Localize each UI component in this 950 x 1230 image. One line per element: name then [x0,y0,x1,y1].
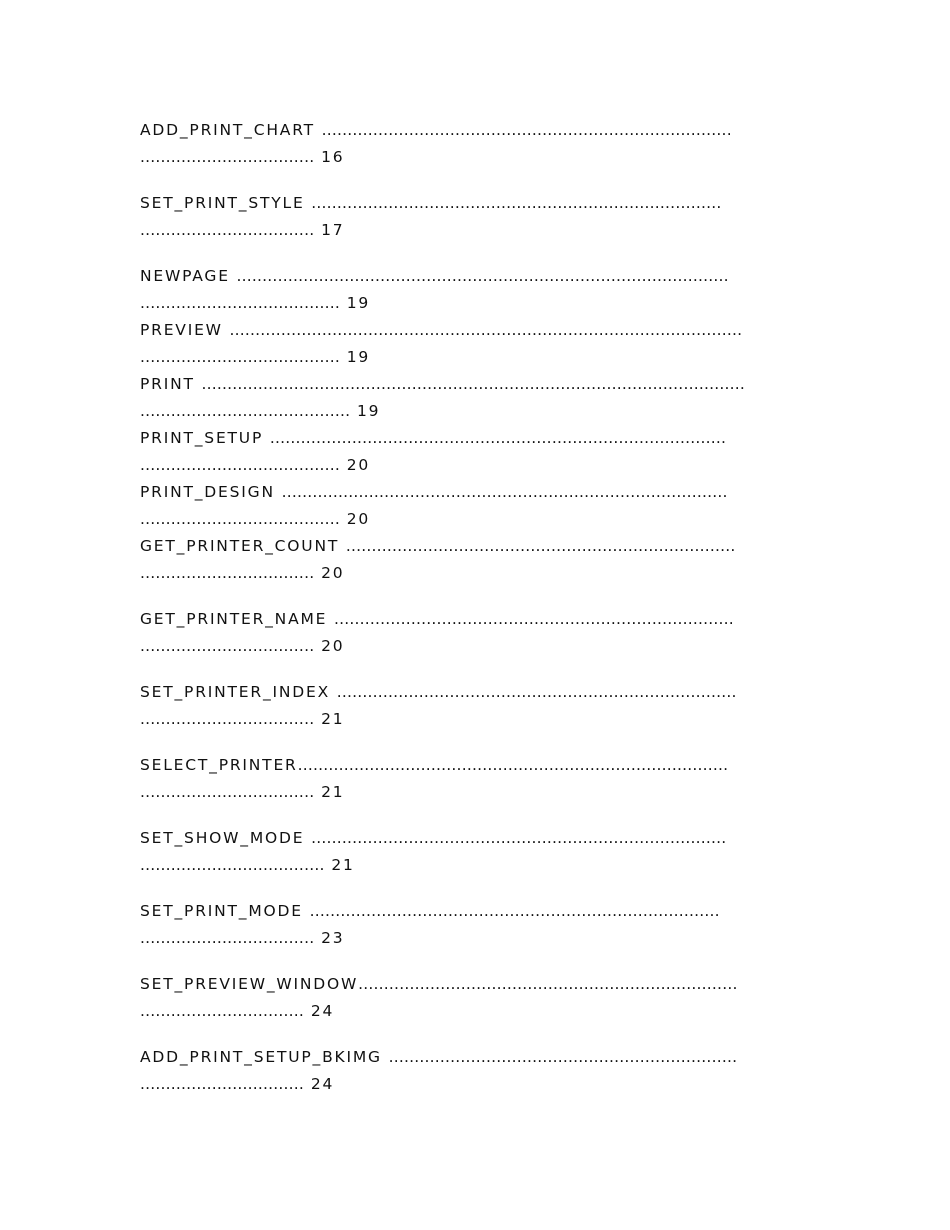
toc-entry [140,425,810,479]
dot-leader: ......................................................................................... [269,429,727,447]
toc-entry-second-line [140,217,810,244]
toc-entry-second-line [140,925,810,952]
dot-leader: .................................. [140,148,315,166]
toc-entry-title: PRINT_SETUP [140,429,264,447]
toc-entry-first-line [140,533,810,560]
toc-entry-title: PREVIEW [140,321,223,339]
toc-page-number: 21 [321,783,345,801]
toc-page-number: 19 [346,294,371,312]
toc-entry [140,263,810,317]
dot-leader: ............................................................................ [345,537,736,555]
toc-entry-second-line [140,144,810,171]
dot-leader: .................................... [140,856,325,874]
toc-entry-first-line [140,263,810,290]
toc-entry-title: SET_PREVIEW_WINDOW [140,975,359,993]
toc-entry [140,1044,810,1098]
toc-entry-first-line [140,479,810,506]
dot-leader: .................................................................................... [297,756,729,774]
dot-leader: .................................................................................................... [229,321,743,339]
toc-entry-first-line [140,371,810,398]
toc-page-number: 23 [321,929,345,947]
toc-entry-second-line [140,344,810,371]
toc-entry-title: PRINT [140,375,195,393]
toc-entry [140,533,810,587]
dot-leader: .................................. [140,221,315,239]
dot-leader: .................................................................... [388,1048,738,1066]
toc-entry [140,971,810,1025]
dot-leader: ................................................................................ [311,194,722,212]
dot-leader: ................................................................................. [311,829,727,847]
toc-entry-title: SET_PRINT_STYLE [140,194,305,212]
toc-entry [140,679,810,733]
dot-leader: ....................................... [140,510,340,528]
toc-entry [140,825,810,879]
toc-entry-title: ADD_PRINT_CHART [140,121,315,139]
toc-entry-first-line [140,679,810,706]
toc-entry [140,606,810,660]
toc-page-number: 24 [310,1002,335,1020]
dot-leader: .............................................................................. [336,683,737,701]
toc-entry-second-line [140,398,810,425]
toc-entry-second-line [140,633,810,660]
toc-page-number: 21 [331,856,355,874]
toc-entry-first-line [140,1044,810,1071]
dot-leader: ....................................... [140,294,340,312]
toc-entry-first-line [140,117,810,144]
toc-entry-title: NEWPAGE [140,267,230,285]
table-of-contents [140,117,810,1098]
toc-entry-second-line [140,998,810,1025]
toc-entry-second-line [140,560,810,587]
toc-entry-title: SELECT_PRINTER [140,756,298,774]
toc-entry-first-line [140,606,810,633]
toc-entry-first-line [140,317,810,344]
dot-leader: ................................................................................ [309,902,720,920]
toc-entry-first-line [140,425,810,452]
dot-leader: ................................................................................................ [236,267,729,285]
dot-leader: ......................................... [140,402,351,420]
dot-leader: .................................. [140,710,315,728]
toc-entry-second-line [140,290,810,317]
toc-page-number: 17 [321,221,345,239]
toc-entry-title: SET_PRINTER_INDEX [140,683,331,701]
toc-entry-first-line [140,971,810,998]
toc-page-number: 16 [321,148,345,166]
toc-entry-first-line [140,825,810,852]
dot-leader: ....................................... [140,348,340,366]
toc-page-number: 21 [321,710,345,728]
toc-page-number: 20 [346,510,371,528]
toc-entry-second-line [140,1071,810,1098]
toc-entry [140,479,810,533]
dot-leader: ....................................................................................... [281,483,728,501]
toc-entry-title: SET_SHOW_MODE [140,829,305,847]
toc-entry-title: ADD_PRINT_SETUP_BKIMG [140,1048,382,1066]
toc-entry-second-line [140,506,810,533]
toc-entry-title: GET_PRINTER_COUNT [140,537,340,555]
dot-leader: ................................ [140,1075,305,1093]
toc-page-number: 20 [321,564,345,582]
dot-leader: .......................................................................................................... [201,375,745,393]
toc-entry-title: PRINT_DESIGN [140,483,275,501]
toc-entry [140,752,810,806]
toc-entry [140,898,810,952]
toc-entry-first-line [140,190,810,217]
dot-leader: .............................................................................. [334,610,734,628]
toc-entry-first-line [140,898,810,925]
toc-entry [140,317,810,371]
dot-leader: .......................................................................... [358,975,738,993]
toc-entry-second-line [140,779,810,806]
dot-leader: .................................. [140,637,315,655]
toc-page-number: 19 [346,348,371,366]
toc-entry-second-line [140,706,810,733]
toc-page-number: 20 [321,637,345,655]
toc-entry [140,117,810,171]
toc-entry [140,190,810,244]
dot-leader: ................................ [140,1002,305,1020]
toc-page-number: 20 [346,456,371,474]
toc-entry-first-line [140,752,810,779]
dot-leader: .................................. [140,783,315,801]
dot-leader: ................................................................................ [321,121,732,139]
toc-entry-title: SET_PRINT_MODE [140,902,303,920]
toc-page-number: 24 [310,1075,335,1093]
toc-entry-second-line [140,852,810,879]
dot-leader: .................................. [140,929,315,947]
dot-leader: ....................................... [140,456,340,474]
dot-leader: .................................. [140,564,315,582]
toc-entry [140,371,810,425]
toc-entry-title: GET_PRINTER_NAME [140,610,328,628]
toc-entry-second-line [140,452,810,479]
toc-page-number: 19 [356,402,381,420]
